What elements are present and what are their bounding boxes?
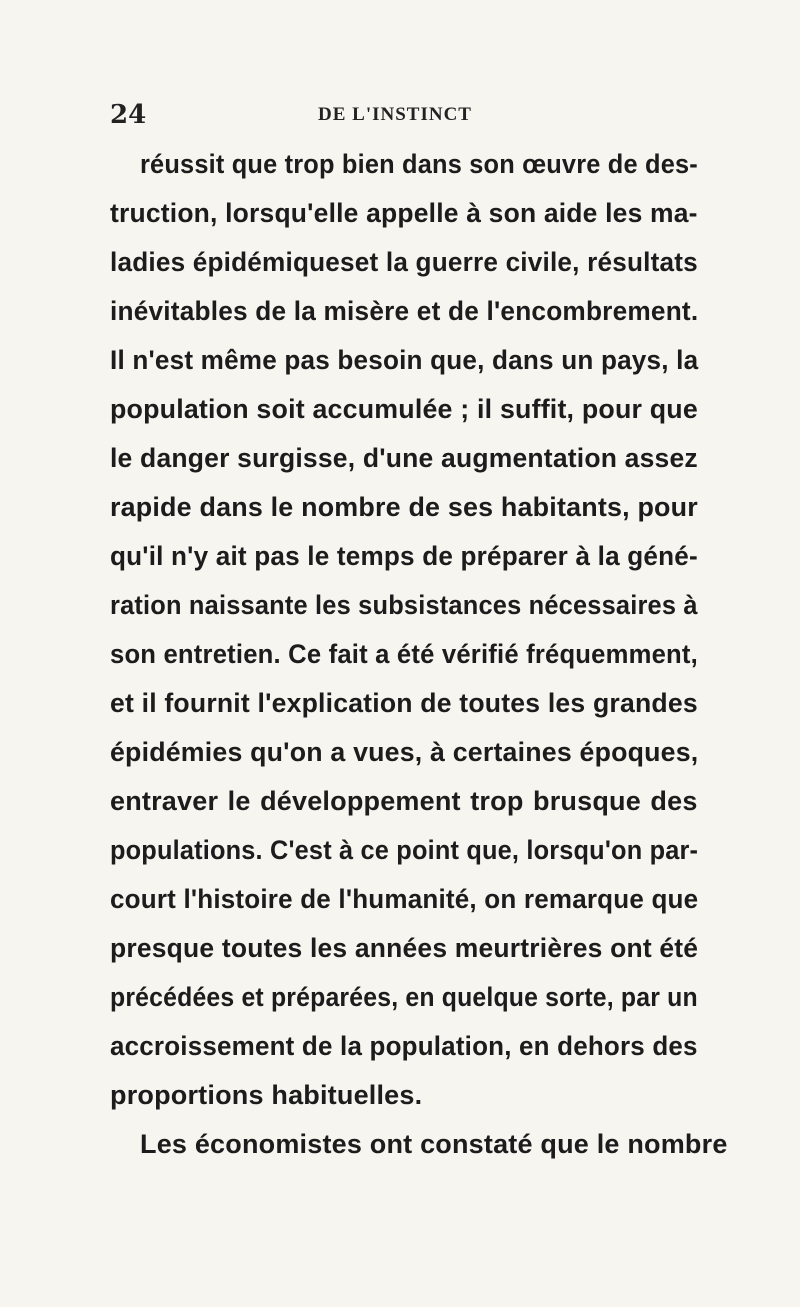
- text-line: réussit que trop bien dans son œuvre de des-: [140, 149, 698, 179]
- text-line: son entretien. Ce fait a été vérifié fréquemment,: [110, 639, 698, 669]
- text-line: court l'histoire de l'humanité, on remarque que: [110, 884, 699, 914]
- text-line: précédées et préparées, en quelque sorte, par un: [110, 982, 698, 1012]
- text-line: Les économistes ont constaté que le nombre: [140, 1129, 728, 1159]
- text-line: Il n'est même pas besoin que, dans un pays, la: [110, 345, 699, 375]
- text-line: qu'il n'y ait pas le temps de préparer à la géné-: [110, 541, 698, 571]
- text-line: entraver le développement trop brusque des: [110, 786, 698, 816]
- text-line: ladies épidémiqueset la guerre civile, résultats: [110, 247, 698, 277]
- text-line: proportions habituelles.: [110, 1080, 423, 1110]
- text-line: population soit accumulée ; il suffit, pour que: [110, 394, 698, 424]
- text-line: accroissement de la population, en dehors des: [110, 1031, 698, 1061]
- text-line: épidémies qu'on a vues, à certaines époques,: [110, 737, 699, 767]
- text-line: ration naissante les subsistances nécessaires à: [110, 590, 698, 620]
- text-line: le danger surgisse, d'une augmentation assez: [110, 443, 698, 473]
- page-header: [0, 100, 800, 130]
- running-title: DE L'INSTINCT: [318, 104, 472, 125]
- text-line: populations. C'est à ce point que, lorsqu'on par-: [110, 835, 699, 865]
- text-line: truction, lorsqu'elle appelle à son aide les ma-: [110, 198, 698, 228]
- text-line: rapide dans le nombre de ses habitants, pour: [110, 492, 698, 522]
- page-number: 24: [110, 100, 147, 130]
- text-line: et il fournit l'explication de toutes les grandes: [110, 688, 698, 718]
- text-line: inévitables de la misère et de l'encombrement.: [110, 296, 699, 326]
- text-line: presque toutes les années meurtrières ont été: [110, 933, 699, 963]
